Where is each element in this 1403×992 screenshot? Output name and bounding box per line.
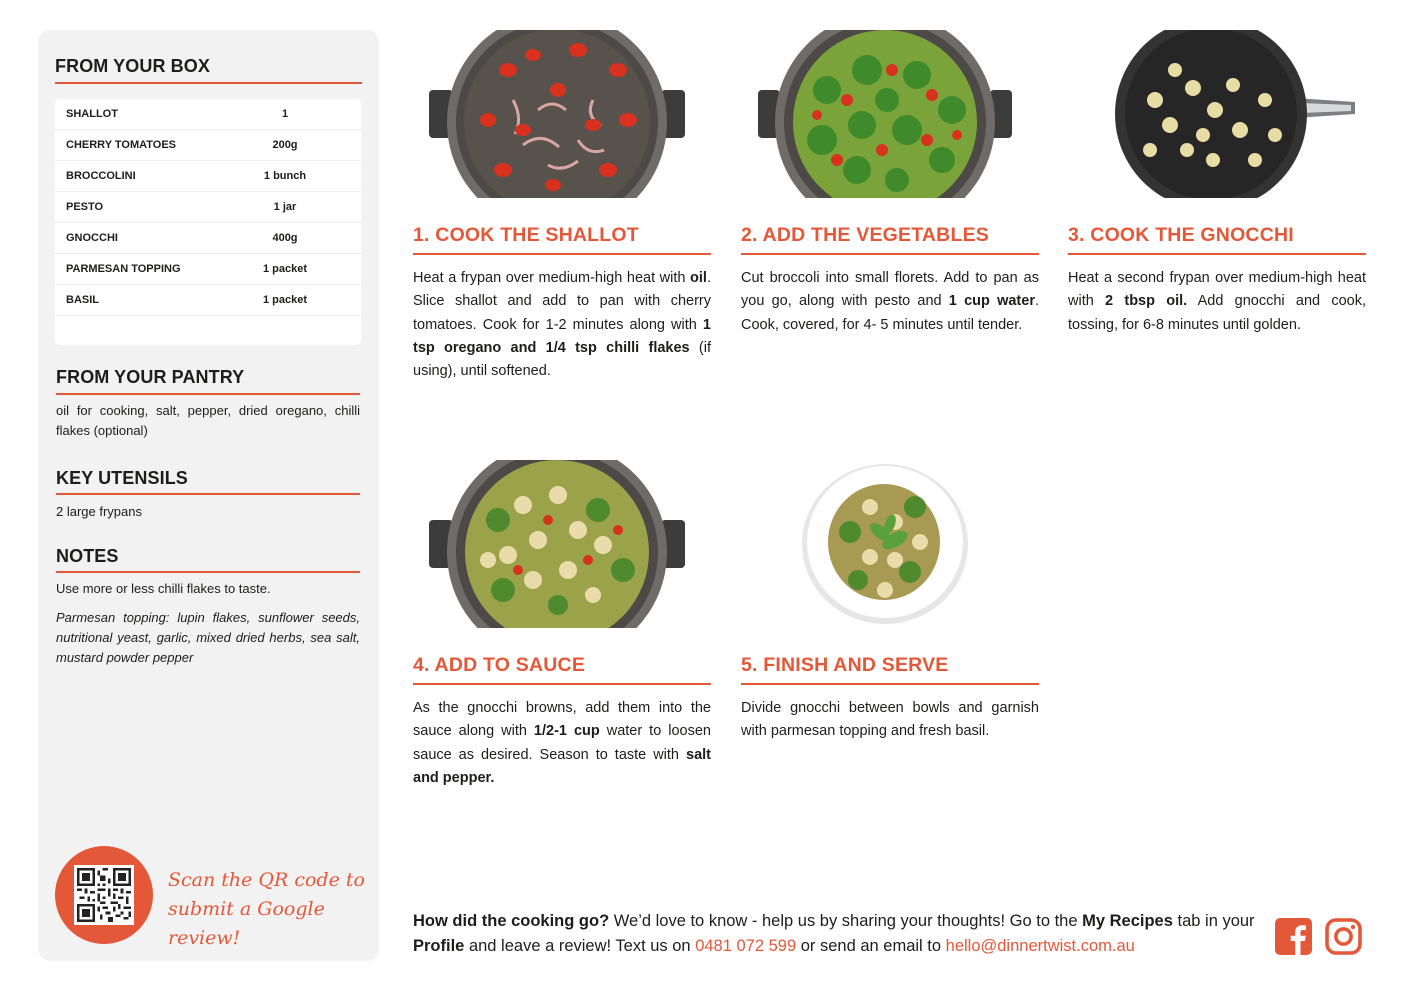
contact-link[interactable]: 0481 072 599 [695,937,797,955]
table-row [55,161,361,192]
text-segment: tab in your [1172,912,1255,930]
bold-text: 1/2-1 cup [533,723,600,740]
notes-text: Use more or less chilli flakes to taste. [56,581,271,596]
contact-link[interactable]: hello@dinnertwist.com.au [945,937,1135,955]
step-3-title: 3. COOK THE GNOCCHI [1068,224,1294,246]
ingredient-qty: 200g [272,139,298,151]
step-3-rule [1068,253,1366,255]
text-segment: or send an email to [796,937,946,955]
table-row [55,285,361,316]
bold-text: 1 cup water [948,293,1035,310]
feedback-footer [413,909,1263,959]
step-4-title: 4. ADD TO SAUCE [413,654,586,676]
step-5-rule [741,683,1039,685]
step-5-title: 5. FINISH AND SERVE [741,654,949,676]
qr-prompt [168,866,368,953]
text-segment: Heat a second frypan over medium-high heat with [1068,270,1366,310]
box-title-rule [55,82,362,84]
bold-text: 1 tsp oregano and 1/4 tsp chilli flakes [413,316,711,356]
ingredients-table [55,99,361,345]
qr-prompt-line-2: submit a Google review! [168,898,325,949]
text-segment: Add gnocchi and cook, tossing, for 6-8 minutes until golden. [1068,293,1366,333]
ingredient-name: PARMESAN TOPPING [66,263,181,275]
step-4-image [428,460,686,628]
table-row [55,223,361,254]
instagram-icon[interactable] [1325,918,1362,955]
bold-text: 2 tbsp oil. [1105,293,1188,310]
bold-text: salt and pepper. [413,746,711,786]
facebook-icon[interactable] [1275,918,1312,955]
step-1-image [428,30,686,198]
bold-text: How did the cooking go? [413,912,610,930]
text-segment: (if using), until softened. [413,339,711,380]
ingredient-name: BROCCOLINI [66,170,136,182]
from-your-box-title: FROM YOUR BOX [55,56,210,76]
step-2-text [741,267,1039,337]
pantry-text: oil for cooking, salt, pepper, dried oregano, chilli flakes (optional) [56,403,360,438]
from-your-pantry-title: FROM YOUR PANTRY [56,367,245,387]
text-segment: Divide gnocchi between bowls and garnish with parmesan topping and fresh basil. [741,700,1039,740]
step-1-rule [413,253,711,255]
text-segment: Cut broccoli into small florets. Add to pan as you go, along with pesto and [741,270,1039,310]
key-utensils-title: KEY UTENSILS [56,468,188,488]
qr-badge[interactable] [55,846,153,944]
pantry-title-rule [56,393,360,395]
notes-title-rule [56,571,360,573]
table-row [55,254,361,285]
ingredient-qty: 1 [281,108,289,120]
text-segment: and leave a review! Text us on [464,937,696,955]
notes-title: NOTES [56,546,119,566]
text-segment: . Cook, covered, for 4- 5 minutes until tender. [741,293,1039,333]
bold-text: My Recipes [1082,912,1173,930]
step-5-image [800,462,970,627]
ingredient-qty: 1 jar [273,201,297,213]
bold-text: oil [690,270,707,286]
step-4-rule [413,683,711,685]
text-segment: As the gnocchi browns, add them into the sauce along with [413,700,711,740]
step-3-image [1115,30,1357,198]
ingredient-name: CHERRY TOMATOES [66,139,177,151]
text-segment: water to loosen sauce as desired. Season to taste with [413,723,711,763]
table-row [55,192,361,223]
text-segment: We’d love to know - help us by sharing your thoughts! Go to the [609,912,1083,930]
step-5-text [741,697,1039,744]
ingredient-qty: 400g [272,232,298,244]
bold-text: Profile [413,937,465,955]
ingredient-name: PESTO [66,201,104,213]
table-row [55,99,361,130]
step-2-rule [741,253,1039,255]
notes-italic-text: Parmesan topping: lupin flakes, sunflower seeds, nutritional yeast, garlic, mixed dried herbs, sea salt, mustard powder pepper [56,610,360,665]
step-3-text [1068,267,1366,337]
step-1-text [413,267,711,383]
qr-prompt-line-1: Scan the QR code to [168,869,365,891]
qr-code[interactable] [74,865,134,925]
ingredient-name: GNOCCHI [66,232,118,244]
ingredient-qty: 1 packet [262,263,308,275]
utensils-text: 2 large frypans [56,504,142,519]
ingredient-name: BASIL [66,294,99,306]
ingredient-qty: 1 bunch [263,170,307,182]
table-row [55,130,361,161]
step-4-text [413,697,711,790]
text-segment: . Slice shallot and add to pan with cherry tomatoes. Cook for 1-2 minutes along with [413,270,711,333]
step-2-image [757,30,1013,198]
utensils-title-rule [56,493,360,495]
text-segment: Heat a frypan over medium-high heat with [413,270,691,286]
step-2-title: 2. ADD THE VEGETABLES [741,224,989,246]
step-1-title: 1. COOK THE SHALLOT [413,224,639,246]
ingredient-qty: 1 packet [262,294,308,306]
ingredient-name: SHALLOT [66,108,118,120]
